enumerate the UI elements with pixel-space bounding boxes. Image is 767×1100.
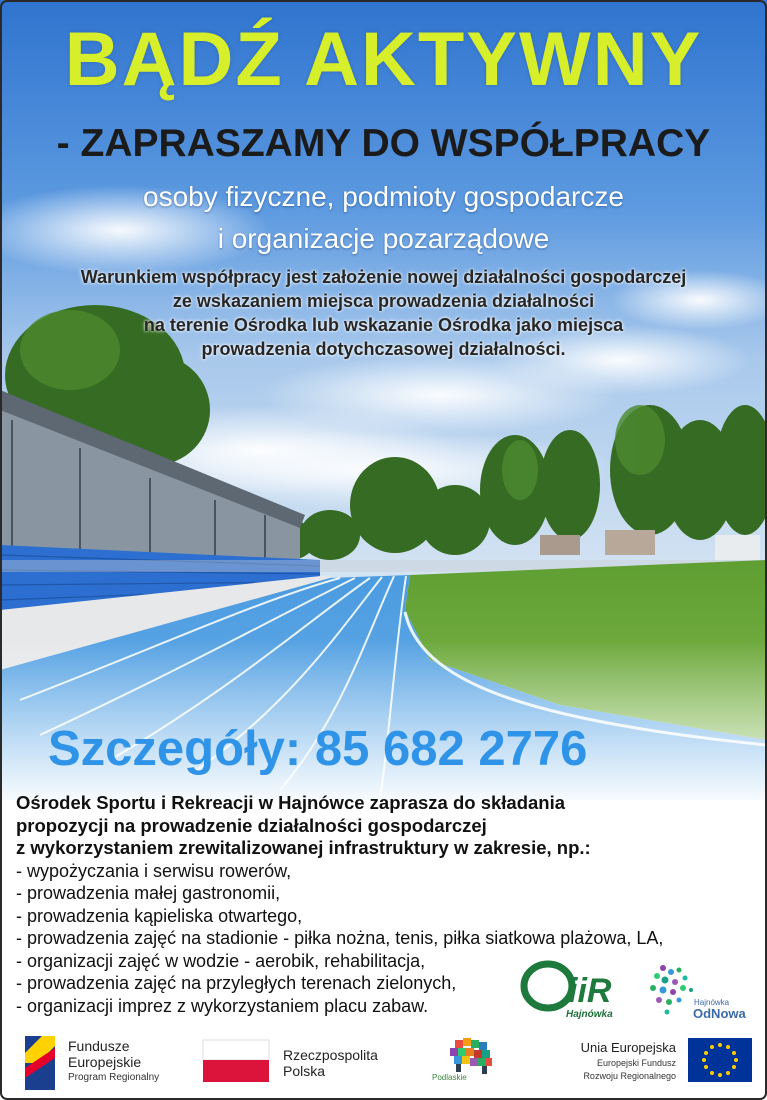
list-item: - prowadzenia zajęć na stadionie - piłka nożna, tenis, piłka siatkowa plażowa, LA, <box>16 928 664 948</box>
eu-flag-icon <box>688 1038 752 1082</box>
audience-line-2: i organizacje pozarządowe <box>217 223 550 254</box>
intro-line: z wykorzystaniem zrewitalizowanej infrastruktury w zakresie, np.: <box>16 837 591 858</box>
fe-label-line2: Europejskie <box>68 1054 142 1070</box>
condition-line: ze wskazaniem miejsca prowadzenia działalności <box>172 291 595 311</box>
list-item: - organizacji imprez z wykorzystaniem placu zabaw. <box>16 995 429 1016</box>
subheadline: - ZAPRASZAMY DO WSPÓŁPRACY <box>56 122 711 165</box>
condition-line: na terenie Ośrodka lub wskazanie Ośrodka jako miejsca <box>143 315 624 335</box>
svg-text:iiR: iiR <box>568 972 612 1010</box>
list-item: - wypożyczania i serwisu rowerów, <box>16 860 292 881</box>
condition-line: prowadzenia dotychczasowej działalności. <box>201 339 566 359</box>
fundusze-europejskie-icon <box>25 1036 55 1090</box>
ue-label-line2: Europejski Fundusz <box>596 1058 676 1068</box>
intro-line: Ośrodek Sportu i Rekreacji w Hajnówce zaprasza do składania <box>16 792 566 813</box>
list-item: - organizacji zajęć w wodzie - aerobik, rehabilitacja, <box>16 950 426 971</box>
list-item: - prowadzenia kąpieliska otwartego, <box>16 905 303 926</box>
condition-line: Warunkiem współpracy jest założenie nowej działalności gospodarczej <box>80 267 687 287</box>
polish-flag-icon <box>203 1040 269 1082</box>
list-item: - prowadzenia zajęć na przyległych terenach zielonych, <box>16 973 457 993</box>
odnowa-logo-line2: OdNowa <box>693 1006 746 1021</box>
phone-details: Szczegóły: 85 682 2776 <box>48 722 588 776</box>
intro-line: propozycji na prowadzenie działalności gospodarczej <box>16 814 487 836</box>
podlaskie-label: Podlaskie <box>432 1073 467 1082</box>
odnowa-logo-line1: Hajnówka <box>694 998 730 1007</box>
rp-label-line2: Polska <box>283 1063 326 1079</box>
podlaskie-bison-icon <box>450 1038 492 1074</box>
osir-logo-caption: Hajnówka <box>566 1009 613 1020</box>
fe-label-line3: Program Regionalny <box>68 1072 160 1083</box>
list-item: - prowadzenia małej gastronomii, <box>16 883 281 903</box>
rp-label-line1: Rzeczpospolita <box>283 1047 378 1063</box>
audience-line-1: osoby fizyczne, podmioty gospodarcze <box>143 181 624 212</box>
fe-label-line1: Fundusze <box>68 1038 130 1054</box>
ue-label-line3: Rozwoju Regionalnego <box>583 1071 676 1081</box>
headline: BĄDŹ AKTYWNY <box>64 17 703 102</box>
ue-label-line1: Unia Europejska <box>580 1040 676 1055</box>
